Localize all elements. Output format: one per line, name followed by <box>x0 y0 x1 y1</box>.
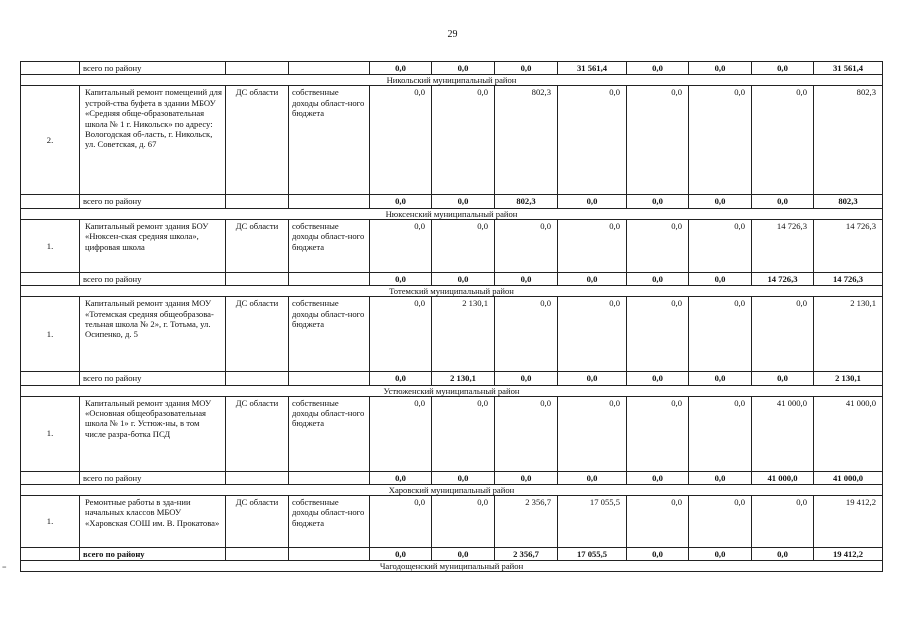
amount-cell: 0,0 <box>432 219 495 272</box>
row-number: 1. <box>21 496 80 548</box>
amount-cell: 0,0 <box>627 548 689 561</box>
amount-cell: 2 130,1 <box>432 297 495 372</box>
project-description: Капитальный ремонт здания МОУ «Тотемская средняя общеобразова-тельная школа № 2», г. Тотьма, ул. Осипенко, д. 5 <box>80 297 226 372</box>
amount-cell: 0,0 <box>370 372 432 385</box>
amount-cell: 0,0 <box>689 219 752 272</box>
amount-cell: 0,0 <box>558 396 627 471</box>
amount-cell: 0,0 <box>689 62 752 75</box>
amount-cell: 41 000,0 <box>752 396 814 471</box>
project-description: Ремонтные работы в зда-нии начальных классов МБОУ «Харовская СОШ им. В. Прокатова» <box>80 496 226 548</box>
total-label: всего по району <box>80 62 226 75</box>
executor-cell <box>226 548 289 561</box>
amount-cell: 2 356,7 <box>495 496 558 548</box>
executor: ДС области <box>226 396 289 471</box>
page-number: 29 <box>447 29 458 40</box>
total-label: всего по району <box>80 372 226 385</box>
amount-cell: 0,0 <box>495 272 558 285</box>
amount-cell: 802,3 <box>814 86 883 195</box>
amount-cell: 0,0 <box>370 471 432 484</box>
amount-cell: 2 130,1 <box>432 372 495 385</box>
source-cell <box>289 62 370 75</box>
amount-cell: 0,0 <box>432 62 495 75</box>
amount-cell: 0,0 <box>370 62 432 75</box>
amount-cell: 0,0 <box>432 548 495 561</box>
amount-cell: 17 055,5 <box>558 548 627 561</box>
amount-cell: 0,0 <box>752 62 814 75</box>
executor-cell <box>226 62 289 75</box>
row-number: 1. <box>21 219 80 272</box>
project-row <box>21 496 883 548</box>
project-row <box>21 219 883 272</box>
district-name: Устюженский муниципальный район <box>21 385 883 396</box>
amount-cell: 0,0 <box>627 86 689 195</box>
amount-cell: 0,0 <box>558 195 627 208</box>
amount-cell: 14 726,3 <box>752 219 814 272</box>
amount-cell: 14 726,3 <box>814 272 883 285</box>
amount-cell: 0,0 <box>752 496 814 548</box>
funding-source: собственные доходы област-ного бюджета <box>289 496 370 548</box>
amount-cell: 0,0 <box>689 496 752 548</box>
amount-cell: 0,0 <box>689 195 752 208</box>
executor-cell <box>226 372 289 385</box>
amount-cell: 0,0 <box>432 86 495 195</box>
amount-cell: 0,0 <box>689 297 752 372</box>
amount-cell: 0,0 <box>495 219 558 272</box>
amount-cell: 0,0 <box>627 396 689 471</box>
district-header-row <box>21 485 883 496</box>
amount-cell: 14 726,3 <box>752 272 814 285</box>
district-header-row <box>21 208 883 219</box>
amount-cell: 0,0 <box>370 195 432 208</box>
executor-cell <box>226 195 289 208</box>
amount-cell: 2 356,7 <box>495 548 558 561</box>
district-header-row <box>21 561 883 572</box>
amount-cell: 0,0 <box>432 195 495 208</box>
project-row <box>21 396 883 471</box>
district-total-row <box>21 372 883 385</box>
amount-cell: 0,0 <box>370 86 432 195</box>
total-label: всего по району <box>80 471 226 484</box>
district-total-row <box>21 471 883 484</box>
amount-cell: 0,0 <box>627 272 689 285</box>
row-number: 1. <box>21 297 80 372</box>
project-description: Капитальный ремонт здания МОУ «Основная общеобразовательная школа № 1» г. Устюж-ны, в том числе разра-ботка ПСД <box>80 396 226 471</box>
amount-cell: 0,0 <box>627 496 689 548</box>
amount-cell: 0,0 <box>370 548 432 561</box>
amount-cell: 0,0 <box>752 548 814 561</box>
source-cell <box>289 548 370 561</box>
district-name: Тотемский муниципальный район <box>21 286 883 297</box>
financing-table <box>20 61 883 572</box>
amount-cell: 0,0 <box>432 272 495 285</box>
amount-cell: 0,0 <box>689 471 752 484</box>
funding-source: собственные доходы област-ного бюджета <box>289 396 370 471</box>
amount-cell: 0,0 <box>689 86 752 195</box>
amount-cell: 0,0 <box>432 396 495 471</box>
amount-cell: 19 412,2 <box>814 548 883 561</box>
district-total-row <box>21 195 883 208</box>
row-number-cell <box>21 548 80 561</box>
district-total-row <box>21 548 883 561</box>
amount-cell: 0,0 <box>627 297 689 372</box>
row-number-cell <box>21 62 80 75</box>
row-number-cell <box>21 471 80 484</box>
amount-cell: 41 000,0 <box>752 471 814 484</box>
amount-cell: 0,0 <box>432 496 495 548</box>
amount-cell: 41 000,0 <box>814 396 883 471</box>
amount-cell: 0,0 <box>370 219 432 272</box>
executor: ДС области <box>226 219 289 272</box>
amount-cell: 0,0 <box>689 396 752 471</box>
district-name: Никольский муниципальный район <box>21 75 883 86</box>
amount-cell: 0,0 <box>558 86 627 195</box>
amount-cell: 0,0 <box>432 471 495 484</box>
row-number-cell <box>21 195 80 208</box>
amount-cell: 0,0 <box>627 219 689 272</box>
amount-cell: 0,0 <box>689 548 752 561</box>
amount-cell: 0,0 <box>370 396 432 471</box>
amount-cell: 0,0 <box>627 195 689 208</box>
amount-cell: 17 055,5 <box>558 496 627 548</box>
row-number-cell <box>21 372 80 385</box>
amount-cell: 0,0 <box>558 471 627 484</box>
amount-cell: 0,0 <box>370 496 432 548</box>
amount-cell: 0,0 <box>627 62 689 75</box>
amount-cell: 0,0 <box>627 372 689 385</box>
executor: ДС области <box>226 297 289 372</box>
funding-source: собственные доходы област-ного бюджета <box>289 297 370 372</box>
executor: ДС области <box>226 496 289 548</box>
amount-cell: 0,0 <box>752 372 814 385</box>
executor-cell <box>226 471 289 484</box>
amount-cell: 2 130,1 <box>814 372 883 385</box>
amount-cell: 0,0 <box>495 372 558 385</box>
amount-cell: 0,0 <box>752 297 814 372</box>
funding-source: собственные доходы област-ного бюджета <box>289 219 370 272</box>
source-cell <box>289 372 370 385</box>
amount-cell: 0,0 <box>558 372 627 385</box>
amount-cell: 14 726,3 <box>814 219 883 272</box>
amount-cell: 0,0 <box>558 272 627 285</box>
district-total-row <box>21 62 883 75</box>
amount-cell: 802,3 <box>495 86 558 195</box>
row-number: 1. <box>21 396 80 471</box>
district-name: Нюксенский муниципальный район <box>21 208 883 219</box>
amount-cell: 0,0 <box>495 62 558 75</box>
total-label: всего по району <box>80 195 226 208</box>
amount-cell: 0,0 <box>752 86 814 195</box>
project-row <box>21 297 883 372</box>
amount-cell: 0,0 <box>495 297 558 372</box>
funding-source: собственные доходы област-ного бюджета <box>289 86 370 195</box>
district-header-row <box>21 286 883 297</box>
project-description: Капитальный ремонт помещений для устрой-ства буфета в здании МБОУ «Средняя обще-образовательная школа № 1 г. Никольск» по адресу: Вологодская об-ласть, г. Никольск, ул. Советская, д. 67 <box>80 86 226 195</box>
amount-cell: 2 130,1 <box>814 297 883 372</box>
amount-cell: 0,0 <box>558 219 627 272</box>
executor-cell <box>226 272 289 285</box>
amount-cell: 802,3 <box>495 195 558 208</box>
amount-cell: 31 561,4 <box>814 62 883 75</box>
amount-cell: 0,0 <box>627 471 689 484</box>
table-body <box>21 62 883 572</box>
amount-cell: 0,0 <box>370 272 432 285</box>
district-header-row <box>21 385 883 396</box>
amount-cell: 41 000,0 <box>814 471 883 484</box>
row-number: 2. <box>21 86 80 195</box>
district-name: Харовский муниципальный район <box>21 485 883 496</box>
district-header-row <box>21 75 883 86</box>
amount-cell: 31 561,4 <box>558 62 627 75</box>
amount-cell: 0,0 <box>495 471 558 484</box>
total-label: всего по району <box>80 548 226 561</box>
scan-edge-mark: = <box>2 563 7 572</box>
amount-cell: 19 412,2 <box>814 496 883 548</box>
row-number-cell <box>21 272 80 285</box>
amount-cell: 0,0 <box>495 396 558 471</box>
source-cell <box>289 471 370 484</box>
amount-cell: 0,0 <box>689 372 752 385</box>
source-cell <box>289 195 370 208</box>
source-cell <box>289 272 370 285</box>
project-row <box>21 86 883 195</box>
district-name: Чагодощенский муниципальный район <box>21 561 883 572</box>
amount-cell: 0,0 <box>370 297 432 372</box>
amount-cell: 0,0 <box>752 195 814 208</box>
amount-cell: 0,0 <box>558 297 627 372</box>
amount-cell: 802,3 <box>814 195 883 208</box>
executor: ДС области <box>226 86 289 195</box>
amount-cell: 0,0 <box>689 272 752 285</box>
district-total-row <box>21 272 883 285</box>
project-description: Капитальный ремонт здания БОУ «Нюксен-ская средняя школа», цифровая школа <box>80 219 226 272</box>
total-label: всего по району <box>80 272 226 285</box>
